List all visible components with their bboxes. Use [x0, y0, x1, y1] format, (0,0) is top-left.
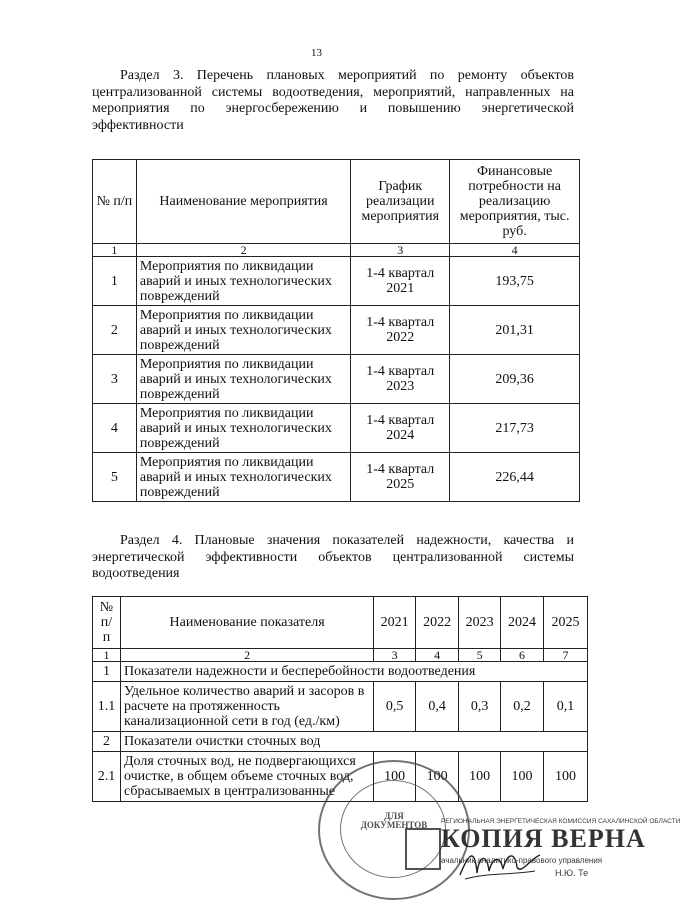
column-index: 2 — [136, 244, 350, 257]
row-value: 0,4 — [416, 682, 459, 732]
header-year: 2025 — [544, 597, 588, 649]
row-name: Удельное количество аварий и засоров в расчете на протяженность канализационной сети в год (ед./км) — [120, 682, 373, 732]
row-amount: 217,73 — [450, 404, 580, 453]
row-value: 0,1 — [544, 682, 588, 732]
header-num: № п/ п — [93, 597, 121, 649]
row-name: Мероприятия по ликвидации аварий и иных технологических повреждений — [136, 306, 350, 355]
row-name: Мероприятия по ликвидации аварий и иных технологических повреждений — [136, 404, 350, 453]
row-schedule: 1-4 квартал 2024 — [351, 404, 450, 453]
row-value: 100 — [459, 752, 501, 802]
row-amount: 201,31 — [450, 306, 580, 355]
column-index: 3 — [374, 649, 416, 662]
row-num: 5 — [93, 453, 137, 502]
row-schedule: 1-4 квартал 2021 — [351, 257, 450, 306]
row-schedule: 1-4 квартал 2023 — [351, 355, 450, 404]
table-row — [93, 404, 580, 453]
row-value: 0,2 — [501, 682, 544, 732]
row-value: 100 — [544, 752, 588, 802]
header-num: № п/п — [93, 160, 137, 244]
table-row — [93, 682, 588, 732]
row-num: 3 — [93, 355, 137, 404]
row-value: 100 — [416, 752, 459, 802]
group-row — [93, 732, 588, 752]
row-num: 2.1 — [93, 752, 121, 802]
row-name: Мероприятия по ликвидации аварий и иных технологических повреждений — [136, 453, 350, 502]
table-row — [93, 355, 580, 404]
stamp-title: КОПИЯ ВЕРНА — [441, 824, 646, 853]
row-amount: 193,75 — [450, 257, 580, 306]
column-index: 5 — [459, 649, 501, 662]
column-index: 3 — [351, 244, 450, 257]
row-value: 100 — [374, 752, 416, 802]
page-number: 13 — [311, 47, 322, 59]
row-name: Мероприятия по ликвидации аварий и иных технологических повреждений — [136, 257, 350, 306]
section4-table — [92, 596, 588, 802]
seal-line: ДЛЯ — [384, 811, 404, 821]
row-name: Доля сточных вод, не подвергающихся очистке, в общем объеме сточных вод, сбрасываемых в централизованные — [120, 752, 373, 802]
row-num: 1 — [93, 257, 137, 306]
column-index: 1 — [93, 649, 121, 662]
row-amount: 209,36 — [450, 355, 580, 404]
column-index: 1 — [93, 244, 137, 257]
section3-table — [92, 159, 580, 502]
column-index: 2 — [120, 649, 373, 662]
table-header-row — [93, 597, 588, 649]
column-index-row — [93, 244, 580, 257]
group-row — [93, 662, 588, 682]
column-index: 4 — [416, 649, 459, 662]
row-name: Мероприятия по ликвидации аварий и иных технологических повреждений — [136, 355, 350, 404]
stamp-frame — [405, 828, 441, 870]
header-schedule: График реализации мероприятия — [351, 160, 450, 244]
row-num: 2 — [93, 306, 137, 355]
stamp-subtitle: ачальник аналитико-правового управления — [441, 856, 603, 865]
row-schedule: 1-4 квартал 2025 — [351, 453, 450, 502]
row-value: 0,5 — [374, 682, 416, 732]
header-year: 2022 — [416, 597, 459, 649]
row-value: 100 — [501, 752, 544, 802]
column-index: 7 — [544, 649, 588, 662]
header-year: 2023 — [459, 597, 501, 649]
row-schedule: 1-4 квартал 2022 — [351, 306, 450, 355]
header-year: 2024 — [501, 597, 544, 649]
row-num: 4 — [93, 404, 137, 453]
table-header-row — [93, 160, 580, 244]
table-row — [93, 306, 580, 355]
group-title: Показатели очистки сточных вод — [120, 732, 587, 752]
row-num: 1.1 — [93, 682, 121, 732]
group-title: Показатели надежности и бесперебойности водоотведения — [120, 662, 587, 682]
table-row — [93, 453, 580, 502]
column-index: 6 — [501, 649, 544, 662]
handwritten-signature — [455, 845, 545, 885]
row-amount: 226,44 — [450, 453, 580, 502]
stamp-signatory: Н.Ю. Те — [555, 868, 589, 878]
section3-heading: Раздел 3. Перечень плановых мероприятий по ремонту объектов централизованной системы водоотведения, мероприятий, направленных на мероприятия по энергосбережению и повышению энергетической эффективности — [92, 68, 574, 133]
table-row — [93, 257, 580, 306]
header-year: 2021 — [374, 597, 416, 649]
row-value: 0,3 — [459, 682, 501, 732]
stamp-org: РЕГИОНАЛЬНАЯ ЭНЕРГЕТИЧЕСКАЯ КОМИССИЯ САХАЛИНСКОЙ ОБЛАСТИ — [441, 818, 680, 825]
group-num: 1 — [93, 662, 121, 682]
section4-heading: Раздел 4. Плановые значения показателей надежности, качества и энергетической эффективности объектов централизованной системы водоотведения — [92, 533, 574, 581]
column-index-row — [93, 649, 588, 662]
header-name: Наименование мероприятия — [136, 160, 350, 244]
header-indicator: Наименование показателя — [120, 597, 373, 649]
group-num: 2 — [93, 732, 121, 752]
column-index: 4 — [450, 244, 580, 257]
seal-line: ДОКУМЕНТОВ — [360, 820, 428, 830]
header-amount: Финансовые потребности на реализацию мероприятия, тыс. руб. — [450, 160, 580, 244]
